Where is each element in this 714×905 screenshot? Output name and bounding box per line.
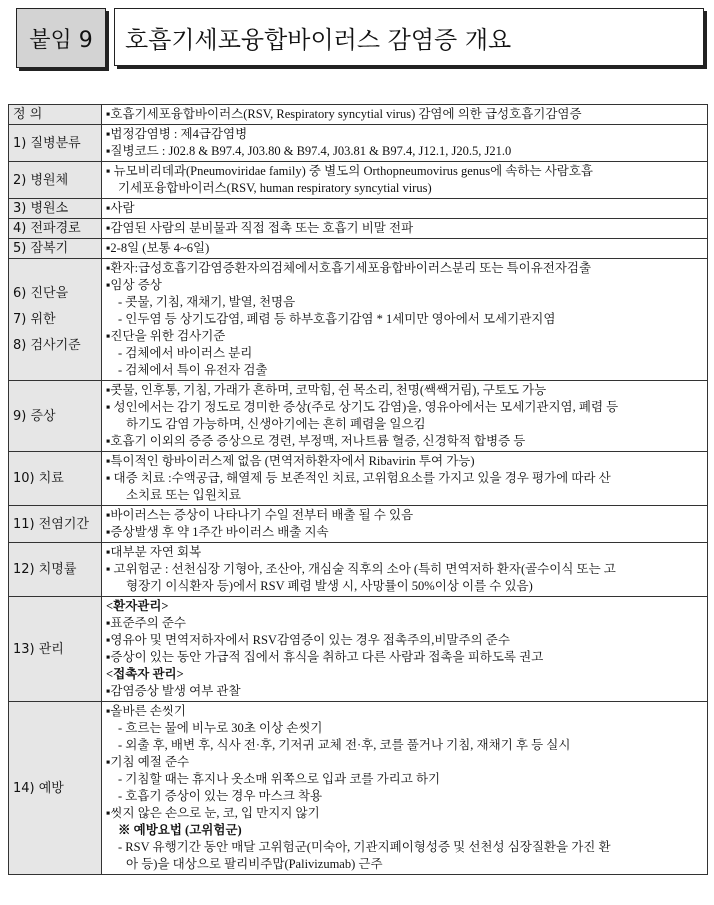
table-row xyxy=(9,239,708,259)
row-label: 13) 관리 xyxy=(9,597,102,702)
content-line: - 기침할 때는 휴지나 옷소매 위쪽으로 입과 코를 가리고 하기 xyxy=(118,772,441,786)
content-line: ▪법정감염병 : 제4급감염병 xyxy=(106,127,248,141)
content-line: - 검체에서 바이러스 분리 xyxy=(118,346,253,360)
content-line: - 인두염 등 상기도감염, 폐렴 등 하부호흡기감염 * 1세미만 영아에서 모세기관지염 xyxy=(118,312,556,326)
content-line: ▪호흡기세포융합바이러스(RSV, Respiratory syncytial virus) 감염에 의한 급성호흡기감염증 xyxy=(106,107,582,121)
content-line: 하기도 감염 가능하며, 신생아기에는 흔히 폐렴을 일으킴 xyxy=(126,417,426,431)
row-label: 1) 질병분류 xyxy=(9,125,102,162)
row-content xyxy=(102,199,708,219)
row-content xyxy=(102,543,708,597)
row-content xyxy=(102,597,708,702)
table-row xyxy=(9,105,708,125)
content-line: ▪ 고위험군 : 선천심장 기형아, 조산아, 개심술 직후의 소아 (특히 면역저하 환자(골수이식 또는 고 xyxy=(106,562,616,576)
table-row xyxy=(9,125,708,162)
content-line: ▪바이러스는 증상이 나타나기 수일 전부터 배출 될 수 있음 xyxy=(106,508,414,522)
content-line: ▪증상이 있는 동안 가급적 집에서 휴식을 취하고 다른 사람과 접촉을 피하도록 권고 xyxy=(106,650,544,664)
content-line: ▪콧물, 인후통, 기침, 가래가 흔하며, 코막힘, 쉰 목소리, 천명(쌕쌕거림), 구토도 가능 xyxy=(106,383,547,397)
overview-table xyxy=(8,104,708,875)
content-line: 아 등)을 대상으로 팔리비주맙(Palivizumab) 근주 xyxy=(126,857,383,871)
content-line: - 콧물, 기침, 재채기, 발열, 천명음 xyxy=(118,295,296,309)
content-line: ▪사람 xyxy=(106,201,135,215)
content-line: ▪호흡기 이외의 증증 증상으로 경련, 부정맥, 저나트륨 혈증, 신경학적 합병증 등 xyxy=(106,434,526,448)
content-line: ▪질병코드 : J02.8 & B97.4, J03.80 & B97.4, J03.81 & B97.4, J12.1, J20.5, J21.0 xyxy=(106,144,512,158)
content-line: ▪특이적인 항바이러스제 없음 (면역저하환자에서 Ribavirin 투여 가능) xyxy=(106,454,475,468)
row-label: 14) 예방 xyxy=(9,702,102,875)
content-line: ▪대부분 자연 회복 xyxy=(106,545,202,559)
content-line: - 흐르는 물에 비누로 30초 이상 손씻기 xyxy=(118,721,323,735)
content-line: - 검체에서 특이 유전자 검출 xyxy=(118,363,268,377)
table-row xyxy=(9,199,708,219)
content-line: - 외출 후, 배변 후, 식사 전·후, 기저귀 교체 전·후, 코를 풀거나 기침, 재채기 후 등 실시 xyxy=(118,738,571,752)
content-line: <접촉자 관리> xyxy=(106,667,184,681)
content-line: ▪ 대증 치료 :수액공급, 해열제 등 보존적인 치료, 고위험요소를 가지고 있을 경우 평가에 따라 산 xyxy=(106,471,611,485)
content-line: ▪올바른 손씻기 xyxy=(106,704,187,718)
row-content xyxy=(102,702,708,875)
table-row xyxy=(9,162,708,199)
page-title: 호흡기세포융합바이러스 감염증 개요 xyxy=(114,8,704,66)
table-row xyxy=(9,381,708,452)
row-content xyxy=(102,105,708,125)
row-content xyxy=(102,452,708,506)
page-header xyxy=(6,8,708,70)
row-label: 5) 잠복기 xyxy=(9,239,102,259)
content-line: 소치료 또는 입원치료 xyxy=(126,488,241,502)
row-content xyxy=(102,125,708,162)
row-label: 11) 전염기간 xyxy=(9,506,102,543)
content-line: ▪환자:급성호흡기감염증환자의검체에서호흡기세포융합바이러스분리 또는 특이유전자검출 xyxy=(106,261,592,275)
row-label: 10) 치료 xyxy=(9,452,102,506)
table-row xyxy=(9,452,708,506)
table-row xyxy=(9,219,708,239)
content-line: 기세포융합바이러스(RSV, human respiratory syncytial virus) xyxy=(118,181,432,195)
content-line: ▪표준주의 준수 xyxy=(106,616,187,630)
table-row xyxy=(9,259,708,381)
row-label: 3) 병원소 xyxy=(9,199,102,219)
content-line: - RSV 유행기간 동안 매달 고위험군(미숙아, 기관지폐이형성증 및 선천성 심장질환을 가진 환 xyxy=(118,840,611,854)
row-label: 정 의 xyxy=(9,105,102,125)
row-label: 6) 진단을 7) 위한 8) 검사기준 xyxy=(9,259,102,381)
content-line: ※ 예방요법 (고위험군) xyxy=(118,823,242,837)
content-line: ▪진단을 위한 검사기준 xyxy=(106,329,226,343)
row-content xyxy=(102,381,708,452)
row-label: 12) 치명률 xyxy=(9,543,102,597)
table-row xyxy=(9,506,708,543)
content-line: <환자관리> xyxy=(106,599,169,613)
content-line: ▪임상 증상 xyxy=(106,278,162,292)
row-content xyxy=(102,219,708,239)
table-row xyxy=(9,597,708,702)
content-line: ▪기침 예절 준수 xyxy=(106,755,190,769)
content-line: ▪감염증상 발생 여부 관찰 xyxy=(106,684,241,698)
row-content xyxy=(102,239,708,259)
content-line: ▪2-8일 (보통 4~6일) xyxy=(106,241,210,255)
table-row xyxy=(9,543,708,597)
attachment-tag: 붙임 9 xyxy=(16,8,106,68)
content-line: ▪감염된 사람의 분비물과 직접 접촉 또는 호흡기 비말 전파 xyxy=(106,221,414,235)
content-line: 형장기 이식환자 등)에서 RSV 폐렴 발생 시, 사망률이 50%이상 이를 수 있음) xyxy=(126,579,533,593)
content-line: ▪씻지 않은 손으로 눈, 코, 입 만지지 않기 xyxy=(106,806,320,820)
content-line: ▪ 뉴모비리데과(Pneumoviridae family) 중 별도의 Orthopneumovirus genus에 속하는 사람호흡 xyxy=(106,164,594,178)
content-line: ▪영유아 및 면역저하자에서 RSV감염증이 있는 경우 접촉주의,비말주의 준수 xyxy=(106,633,510,647)
row-label: 4) 전파경로 xyxy=(9,219,102,239)
content-line: ▪증상발생 후 약 1주간 바이러스 배출 지속 xyxy=(106,525,329,539)
row-content xyxy=(102,259,708,381)
row-label: 2) 병원체 xyxy=(9,162,102,199)
row-content xyxy=(102,506,708,543)
row-content xyxy=(102,162,708,199)
table-row xyxy=(9,702,708,875)
content-line: - 호흡기 증상이 있는 경우 마스크 착용 xyxy=(118,789,323,803)
row-label: 9) 증상 xyxy=(9,381,102,452)
content-line: ▪ 성인에서는 감기 정도로 경미한 증상(주로 상기도 감염)을, 영유아에서는 모세기관지염, 폐렴 등 xyxy=(106,400,619,414)
